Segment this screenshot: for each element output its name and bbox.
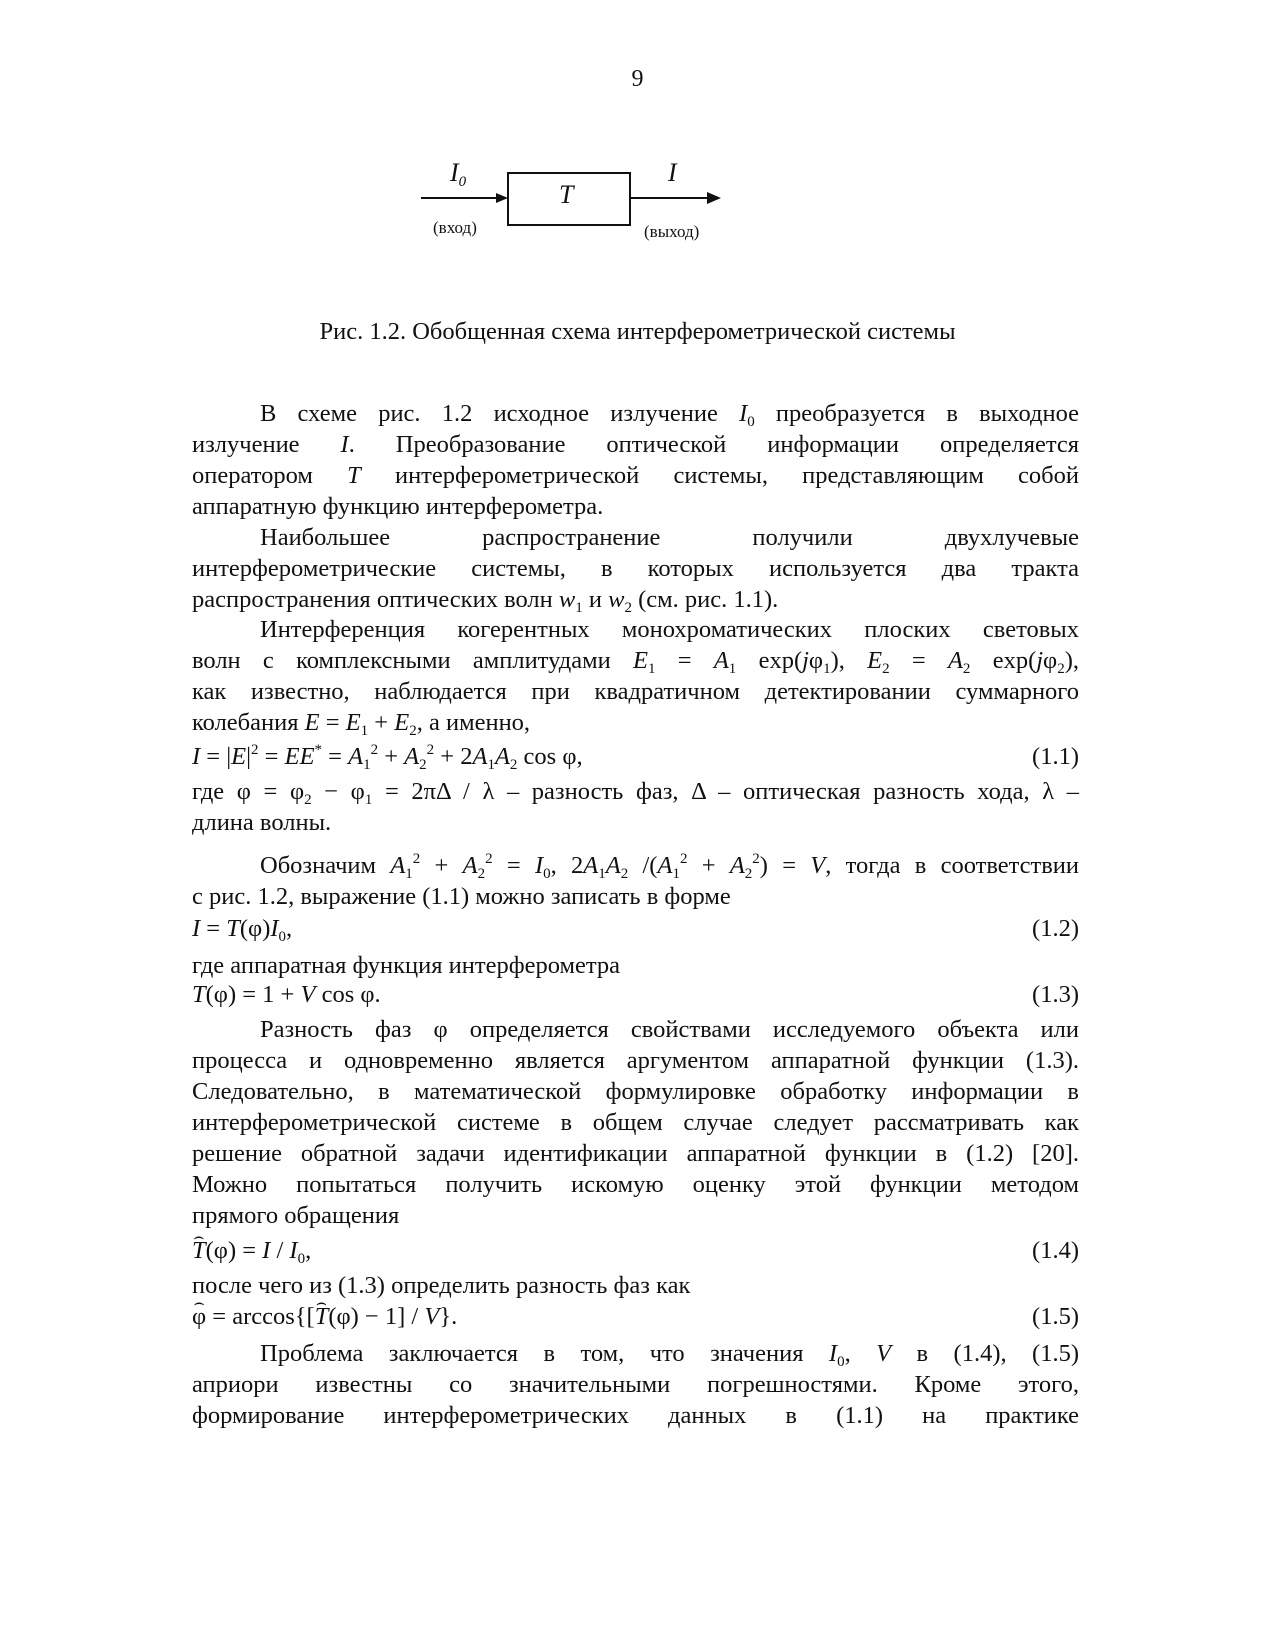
block-label: T [559, 180, 574, 209]
paragraph-3: Интерференция когерентных монохроматических плоских световых волн с комплексными амплитудами $E_1 = A_1$ $\exp(j\varphi_1)$, $E_2 = A_2$ $\exp(j\varphi_2)$, как известно, наблюдается при квадратичном детектировании суммарного колебания $E = E_1 + E_2$, а именно, [192, 616, 1079, 739]
page-number: 9 [631, 66, 644, 92]
paragraph-6: где аппаратная функция интерферометра [192, 952, 621, 979]
equation-1-2: $I = T(\varphi)I_0$, (1.2) [192, 912, 1079, 946]
equation-1-1: $I = |E|^2 = EE^* = A_1^2 + A_2^2 + 2A_1A_2$ cos φ, (1.1) [192, 742, 1079, 773]
block-diagram [0, 0, 1275, 300]
input-arrowhead [496, 193, 508, 203]
equation-1-3: T(φ) = 1 + V cos φ. (1.3) [192, 978, 1079, 1012]
equation-number: (1.5) [1032, 1303, 1079, 1330]
equation-1-4: ⌢ $T(\varphi) = I / I_0$, (1.4) [192, 1234, 1079, 1268]
paragraph-7: Разность фаз φ определяется свойствами исследуемого объекта или процесса и одновременно является аргументом аппаратной функции (1.3). Следовательно, в математической формулировке обработку информации в интерферометрической системе в общем случае следует рассматривать как решение обратной задачи идентификации аппаратной функции в (1.2) [20]. Можно попытаться получить искомую оценку этой функции методом прямого обращения [192, 1016, 1079, 1229]
input-label: $I_0$ [450, 158, 467, 190]
paragraph-8: после чего из (1.3) определить разность фаз как [192, 1272, 691, 1299]
paragraph-4: где $\varphi = \varphi_2 - \varphi_1 = 2\pi\Delta / \lambda$ – разность фаз, Δ – оптическая разность хода, λ – длина волны. [192, 778, 1080, 836]
equation-number: (1.1) [1032, 743, 1079, 770]
output-note: (выход) [644, 222, 700, 241]
paragraph-1: В схеме рис. 1.2 исходное излучение $I_0$ преобразуется в выходное излучение I. Преобразование оптической информации определяется оператором T интерферометрической системы, представляющим собой аппаратную функцию интерферометра. [192, 400, 1079, 520]
paragraph-2: Наибольшее распространение получили двухлучевые интерферометрические системы, в которых используется два тракта распространения оптических волн $w_1$ и $w_2$ (см. рис. 1.1). [192, 524, 1079, 616]
paragraph-5: Обозначим $A_1^2 + A_2^2 = I_0$, $2A_1A_2$ $/(A_1^2 + A_2^2) = V$, тогда в соответствии с рис. 1.2, выражение (1.1) можно записать в форме [192, 851, 1080, 910]
figure-caption: Рис. 1.2. Обобщенная схема интерферометрической системы [319, 318, 956, 345]
equation-1-5: ⌢ φ = arccos{[⌢ T(φ) − 1] / V}. (1.5) [192, 1300, 1079, 1334]
equation-number: (1.3) [1032, 981, 1079, 1008]
equation-number: (1.2) [1032, 915, 1079, 942]
output-arrowhead [707, 192, 721, 204]
input-note: (вход) [433, 218, 477, 237]
paragraph-9: Проблема заключается в том, что значения $I_0$, V в (1.4), (1.5) априори известны со значительными погрешностями. Кроме этого, формирование интерферометрических данных в (1.1) на практике [192, 1340, 1080, 1429]
output-label: I [668, 158, 677, 187]
equation-number: (1.4) [1032, 1237, 1079, 1264]
